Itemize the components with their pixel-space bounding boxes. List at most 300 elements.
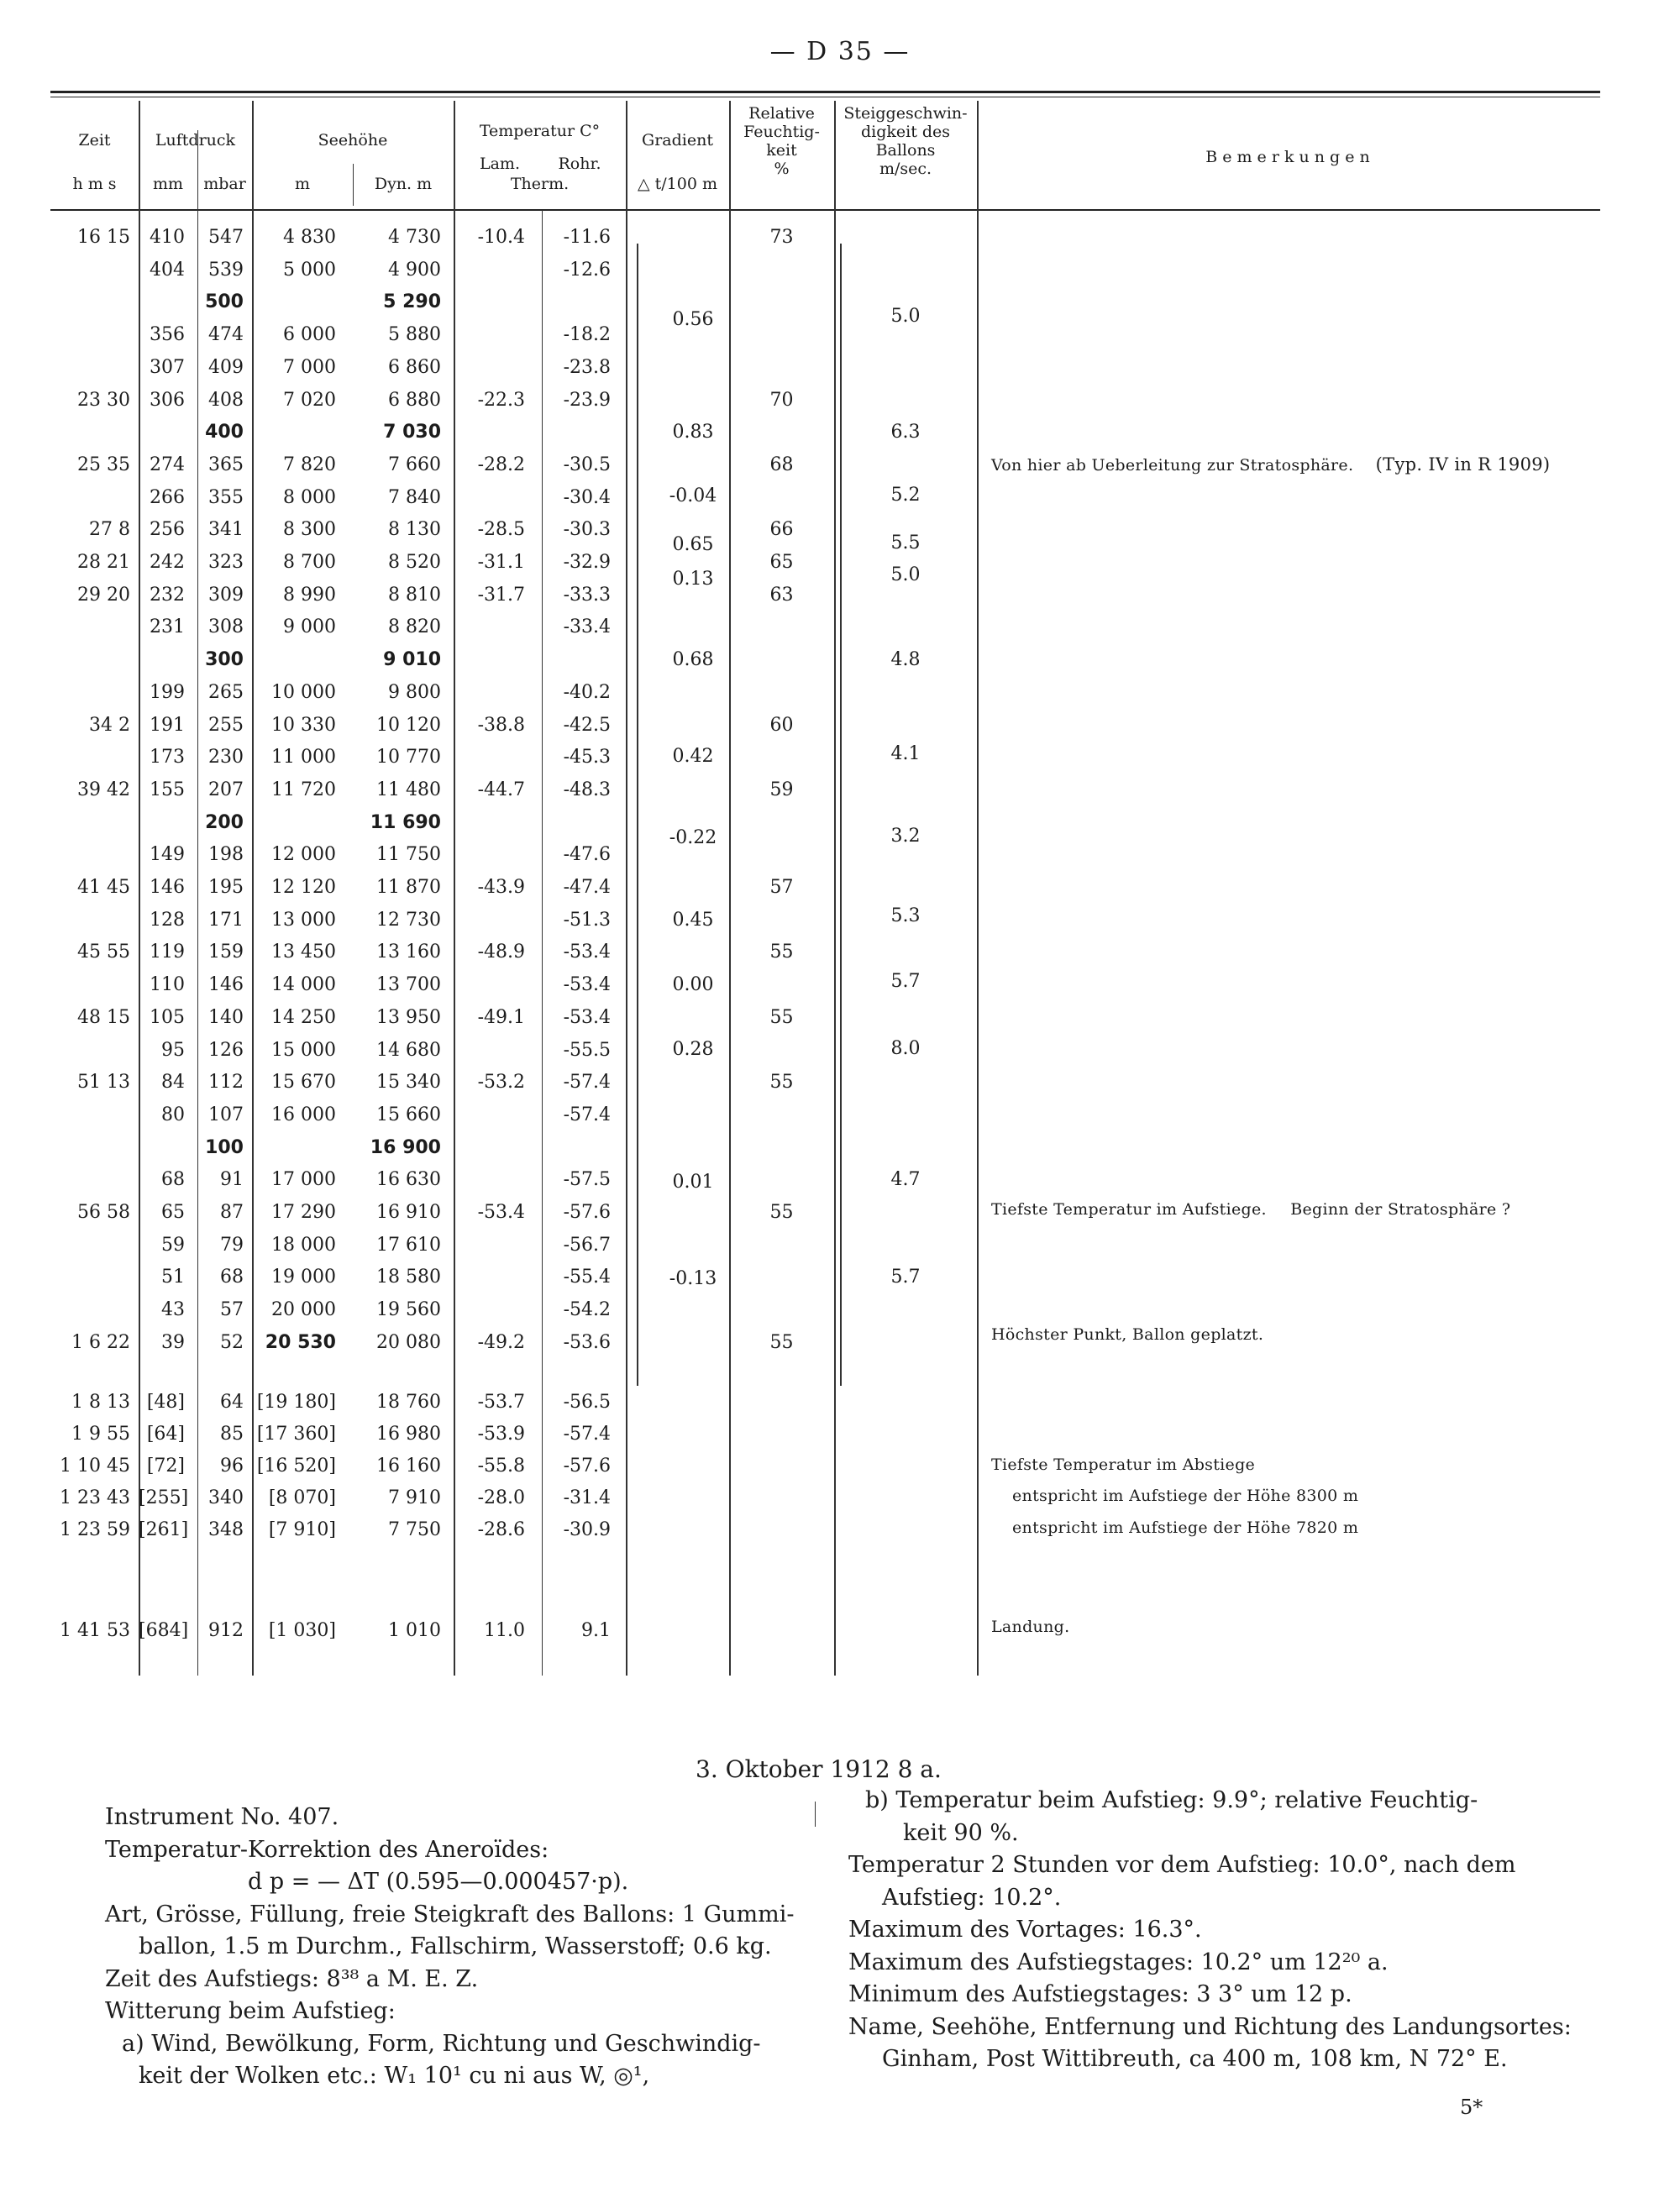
descent-cell-dyn: 18 760 bbox=[376, 1392, 441, 1413]
table-cell-zeit: 27 8 bbox=[89, 519, 130, 540]
speed-brace bbox=[840, 714, 847, 806]
table-cell-zeit: 56 58 bbox=[77, 1202, 130, 1223]
table-cell-dyn: 9 010 bbox=[383, 649, 441, 670]
table-cell-dyn: 5 290 bbox=[383, 291, 441, 312]
table-cell-mbar: 409 bbox=[208, 357, 244, 378]
table-cell-feucht: 63 bbox=[769, 585, 794, 606]
remark-lowest-descent: Tiefste Temperatur im Abstiege bbox=[991, 1456, 1256, 1474]
table-cell-mm: 51 bbox=[161, 1267, 185, 1288]
table-cell-feucht: 60 bbox=[769, 715, 794, 736]
table-cell-mbar: 198 bbox=[208, 844, 244, 865]
table-cell-mbar: 159 bbox=[208, 942, 244, 963]
table-cell-dyn: 11 480 bbox=[376, 779, 441, 800]
table-cell-mm: 404 bbox=[150, 260, 185, 281]
table-cell-rohr: -53.4 bbox=[563, 974, 611, 995]
descent-cell-rohr: -56.5 bbox=[563, 1392, 611, 1413]
table-cell-dyn: 7 840 bbox=[388, 487, 441, 508]
table-cell-rohr: -47.6 bbox=[563, 844, 611, 865]
table-cell-lam: -31.1 bbox=[477, 552, 525, 573]
table-cell-mbar: 265 bbox=[208, 682, 244, 703]
gradient-brace bbox=[637, 1310, 643, 1386]
gradient-value: 0.00 bbox=[672, 974, 714, 995]
table-cell-m: 20 530 bbox=[265, 1332, 336, 1353]
table-cell-dyn: 18 580 bbox=[376, 1267, 441, 1288]
landing-cell-rohr: 9.1 bbox=[581, 1620, 611, 1641]
table-cell-m: 17 000 bbox=[271, 1169, 336, 1190]
table-cell-mm: 410 bbox=[150, 227, 185, 248]
speed-value: 4.1 bbox=[890, 743, 921, 764]
gradient-brace bbox=[637, 605, 643, 714]
table-cell-mm: 242 bbox=[150, 552, 185, 573]
descent-cell-mbar: 64 bbox=[220, 1392, 244, 1413]
descent-cell-m: [19 180] bbox=[256, 1392, 336, 1413]
table-cell-mm: 95 bbox=[161, 1040, 185, 1061]
header-mm: mm bbox=[152, 175, 184, 193]
header-steiggeschwindigkeit bbox=[834, 104, 977, 178]
gradient-value: 0.13 bbox=[672, 569, 714, 590]
table-cell-mm: 356 bbox=[150, 324, 185, 345]
table-cell-m: 7 000 bbox=[283, 357, 336, 378]
table-cell-zeit: 39 42 bbox=[77, 779, 130, 800]
table-cell-mbar: 355 bbox=[208, 487, 244, 508]
gradient-brace bbox=[637, 521, 643, 605]
table-cell-mm: 199 bbox=[150, 682, 185, 703]
gradient-brace bbox=[637, 974, 643, 1041]
table-cell-m: 12 120 bbox=[271, 877, 336, 898]
col-rule bbox=[977, 101, 979, 1676]
descent-cell-mbar: 348 bbox=[208, 1519, 244, 1540]
descent-cell-dyn: 7 750 bbox=[388, 1519, 441, 1540]
table-cell-zeit: 28 21 bbox=[77, 552, 130, 573]
table-cell-rohr: -51.3 bbox=[563, 910, 611, 931]
page-header: — D 35 — bbox=[769, 37, 911, 66]
table-cell-lam: -31.7 bbox=[477, 585, 525, 606]
right-metadata bbox=[848, 1785, 1572, 2076]
table-cell-mbar: 112 bbox=[208, 1072, 244, 1093]
table-cell-m: 8 700 bbox=[283, 552, 336, 573]
table-cell-rohr: -23.8 bbox=[563, 357, 611, 378]
table-cell-zeit: 16 15 bbox=[77, 227, 130, 248]
table-cell-lam: -48.9 bbox=[477, 942, 525, 963]
gradient-brace bbox=[637, 244, 643, 420]
landing-cell-mm: [684] bbox=[139, 1620, 189, 1641]
table-cell-m: 14 000 bbox=[271, 974, 336, 995]
table-cell-zeit: 48 15 bbox=[77, 1007, 130, 1028]
speed-value: 3.2 bbox=[890, 826, 921, 847]
gradient-value: 0.68 bbox=[672, 649, 714, 670]
speed-brace bbox=[840, 1041, 847, 1117]
table-cell-rohr: -33.3 bbox=[563, 585, 611, 606]
header-feuchtigkeit-unit: % bbox=[774, 160, 790, 178]
table-cell-mbar: 255 bbox=[208, 715, 244, 736]
descent-cell-mm: [48] bbox=[146, 1392, 185, 1413]
descent-cell-m: [8 070] bbox=[268, 1487, 336, 1508]
table-cell-mm: 128 bbox=[150, 910, 185, 931]
descent-cell-rohr: -57.6 bbox=[563, 1456, 611, 1477]
speed-value: 8.0 bbox=[890, 1038, 921, 1059]
landung-line-1: Name, Seehöhe, Entfernung und Richtung des Landungsortes: bbox=[848, 2013, 1572, 2040]
table-cell-dyn: 13 700 bbox=[376, 974, 441, 995]
table-cell-dyn: 6 860 bbox=[388, 357, 441, 378]
table-cell-mm: 119 bbox=[150, 942, 185, 963]
table-cell-feucht: 55 bbox=[769, 1072, 794, 1093]
table-cell-dyn: 6 880 bbox=[388, 390, 441, 411]
table-cell-rohr: -53.4 bbox=[563, 1007, 611, 1028]
gradient-value: 0.45 bbox=[672, 910, 714, 931]
header-therm: Therm. bbox=[510, 175, 570, 193]
remark-corresponds-7820: entspricht im Aufstiege der Höhe 7820 m bbox=[1012, 1518, 1359, 1537]
table-cell-m: 8 990 bbox=[283, 585, 336, 606]
gradient-brace bbox=[637, 403, 643, 479]
header-temperatur: Temperatur C° bbox=[479, 122, 601, 140]
table-cell-mbar: 146 bbox=[208, 974, 244, 995]
header-feuchtigkeit-1: Relative bbox=[748, 104, 815, 123]
descent-cell-mbar: 96 bbox=[220, 1456, 244, 1477]
table-cell-rohr: -42.5 bbox=[563, 715, 611, 736]
remark-corresponds-8300: entspricht im Aufstiege der Höhe 8300 m bbox=[1012, 1487, 1359, 1505]
table-cell-dyn: 13 160 bbox=[376, 942, 441, 963]
descent-cell-mbar: 340 bbox=[208, 1487, 244, 1508]
header-steig-1: Steiggeschwin- bbox=[843, 104, 968, 123]
table-cell-mbar: 79 bbox=[220, 1235, 244, 1256]
table-cell-mbar: 474 bbox=[208, 324, 244, 345]
speed-value: 5.3 bbox=[890, 905, 921, 926]
landing-cell-lam: 11.0 bbox=[484, 1620, 525, 1641]
table-cell-dyn: 16 630 bbox=[376, 1169, 441, 1190]
descent-cell-zeit: 1 10 45 bbox=[60, 1456, 130, 1477]
table-cell-feucht: 55 bbox=[769, 1007, 794, 1028]
table-cell-mbar: 341 bbox=[208, 519, 244, 540]
table-cell-mm: 173 bbox=[150, 747, 185, 768]
gradient-value: 0.01 bbox=[672, 1172, 714, 1193]
speed-value: 5.7 bbox=[890, 971, 921, 992]
table-cell-mbar: 547 bbox=[208, 227, 244, 248]
descent-cell-zeit: 1 9 55 bbox=[71, 1424, 130, 1445]
landung-line-2: Ginham, Post Wittibreuth, ca 400 m, 108 km, N 72° E. bbox=[882, 2046, 1508, 2072]
table-cell-dyn: 11 750 bbox=[376, 844, 441, 865]
table-cell-lam: -10.4 bbox=[477, 227, 525, 248]
table-cell-rohr: -47.4 bbox=[563, 877, 611, 898]
table-cell-dyn: 17 610 bbox=[376, 1235, 441, 1256]
table-cell-mbar: 195 bbox=[208, 877, 244, 898]
gradient-value: -0.13 bbox=[669, 1268, 717, 1289]
table-cell-m: 6 000 bbox=[283, 324, 336, 345]
table-cell-dyn: 9 800 bbox=[388, 682, 441, 703]
wind-line-1: a) Wind, Bewölkung, Form, Richtung und Geschwindig- bbox=[122, 2030, 761, 2057]
table-cell-mm: 155 bbox=[150, 779, 185, 800]
table-cell-feucht: 55 bbox=[769, 942, 794, 963]
wind-line-2: keit der Wolken etc.: W₁ 10¹ cu ni aus W, ◎¹, bbox=[139, 2063, 650, 2089]
descent-cell-mbar: 85 bbox=[220, 1424, 244, 1445]
speed-brace bbox=[840, 605, 847, 714]
table-cell-rohr: -57.4 bbox=[563, 1072, 611, 1093]
gradient-value: -0.22 bbox=[669, 827, 717, 848]
table-cell-mbar: 140 bbox=[208, 1007, 244, 1028]
table-cell-m: 13 000 bbox=[271, 910, 336, 931]
table-cell-m: 4 830 bbox=[283, 227, 336, 248]
header-feuchtigkeit-3: keit bbox=[766, 141, 797, 160]
table-cell-m: 14 250 bbox=[271, 1007, 336, 1028]
descent-cell-lam: -55.8 bbox=[477, 1456, 525, 1477]
table-cell-mbar: 207 bbox=[208, 779, 244, 800]
table-cell-feucht: 57 bbox=[769, 877, 794, 898]
remark-lowest-ascent-text: Tiefste Temperatur im Aufstiege. bbox=[991, 1200, 1267, 1219]
table-cell-mm: 307 bbox=[150, 357, 185, 378]
table-cell-lam: -49.2 bbox=[477, 1332, 525, 1353]
table-cell-zeit: 34 2 bbox=[89, 715, 130, 736]
table-cell-mm: 80 bbox=[161, 1104, 185, 1125]
speed-value: 4.8 bbox=[890, 649, 921, 670]
table-cell-zeit: 23 30 bbox=[77, 390, 130, 411]
table-cell-dyn: 8 130 bbox=[388, 519, 441, 540]
table-cell-mbar: 52 bbox=[220, 1332, 244, 1353]
table-cell-m: 19 000 bbox=[271, 1267, 336, 1288]
table-cell-rohr: -30.4 bbox=[563, 487, 611, 508]
descent-cell-zeit: 1 8 13 bbox=[71, 1392, 130, 1413]
table-cell-dyn: 7 030 bbox=[383, 422, 441, 443]
table-cell-m: 13 450 bbox=[271, 942, 336, 963]
descent-cell-mm: [64] bbox=[146, 1424, 185, 1445]
table-cell-mm: 146 bbox=[150, 877, 185, 898]
table-cell-zeit: 51 13 bbox=[77, 1072, 130, 1093]
table-cell-mm: 105 bbox=[150, 1007, 185, 1028]
table-cell-rohr: -45.3 bbox=[563, 747, 611, 768]
table-cell-dyn: 4 730 bbox=[388, 227, 441, 248]
text-column-rule bbox=[815, 1802, 816, 1827]
table-cell-dyn: 8 820 bbox=[388, 616, 441, 637]
table-cell-mm: 68 bbox=[161, 1169, 185, 1190]
descent-cell-dyn: 16 980 bbox=[376, 1424, 441, 1445]
speed-value: 5.7 bbox=[890, 1267, 921, 1288]
table-cell-rohr: -53.4 bbox=[563, 942, 611, 963]
table-cell-m: 7 820 bbox=[283, 454, 336, 475]
table-cell-m: 10 330 bbox=[271, 715, 336, 736]
table-cell-m: 17 290 bbox=[271, 1202, 336, 1223]
table-cell-dyn: 15 340 bbox=[376, 1072, 441, 1093]
zeit-line: Zeit des Aufstiegs: 8³⁸ a M. E. Z. bbox=[105, 1965, 479, 1992]
col-rule bbox=[834, 101, 836, 1676]
speed-brace bbox=[840, 475, 847, 525]
table-cell-rohr: -48.3 bbox=[563, 779, 611, 800]
table-cell-dyn: 7 660 bbox=[388, 454, 441, 475]
table-cell-m: 11 000 bbox=[271, 747, 336, 768]
table-cell-dyn: 16 910 bbox=[376, 1202, 441, 1223]
gradient-brace bbox=[637, 890, 643, 974]
table-cell-mm: 149 bbox=[150, 844, 185, 865]
table-cell-mbar: 308 bbox=[208, 616, 244, 637]
descent-cell-lam: -28.0 bbox=[477, 1487, 525, 1508]
table-cell-feucht: 65 bbox=[769, 552, 794, 573]
table-cell-rohr: -30.3 bbox=[563, 519, 611, 540]
table-cell-m: 10 000 bbox=[271, 682, 336, 703]
descent-cell-zeit: 1 23 43 bbox=[60, 1487, 130, 1508]
table-cell-mbar: 126 bbox=[208, 1040, 244, 1061]
table-cell-mm: 191 bbox=[150, 715, 185, 736]
header-rohr: Rohr. bbox=[558, 155, 601, 173]
gradient-value: -0.04 bbox=[669, 485, 717, 506]
speed-value: 5.0 bbox=[890, 564, 921, 585]
speed-brace bbox=[840, 403, 847, 479]
gradient-value: 0.42 bbox=[672, 746, 714, 767]
gradient-value: 0.65 bbox=[672, 534, 714, 555]
table-cell-m: 15 000 bbox=[271, 1040, 336, 1061]
descent-cell-rohr: -57.4 bbox=[563, 1424, 611, 1445]
table-cell-dyn: 11 870 bbox=[376, 877, 441, 898]
descent-cell-dyn: 16 160 bbox=[376, 1456, 441, 1477]
left-metadata bbox=[105, 1802, 795, 2093]
header-mbar: mbar bbox=[203, 175, 246, 193]
table-cell-dyn: 19 560 bbox=[376, 1299, 441, 1320]
speed-value: 5.5 bbox=[890, 532, 921, 553]
table-cell-mbar: 171 bbox=[208, 910, 244, 931]
table-cell-zeit: 45 55 bbox=[77, 942, 130, 963]
table-cell-m: 15 670 bbox=[271, 1072, 336, 1093]
table-cell-m: 18 000 bbox=[271, 1235, 336, 1256]
table-cell-mm: 43 bbox=[161, 1299, 185, 1320]
landing-cell-zeit: 1 41 53 bbox=[60, 1620, 130, 1641]
table-cell-dyn: 13 950 bbox=[376, 1007, 441, 1028]
header-gradient-unit: △ t/100 m bbox=[637, 175, 717, 193]
table-cell-rohr: -40.2 bbox=[563, 682, 611, 703]
instrument-line: Instrument No. 407. bbox=[105, 1804, 339, 1830]
korrektion-line: Temperatur-Korrektion des Aneroïdes: bbox=[105, 1836, 549, 1863]
header-zeit: Zeit bbox=[78, 131, 111, 149]
table-cell-feucht: 59 bbox=[769, 779, 794, 800]
table-cell-mm: 231 bbox=[150, 616, 185, 637]
header-dyn-m: Dyn. m bbox=[374, 175, 433, 193]
gradient-brace bbox=[637, 475, 643, 525]
table-cell-feucht: 70 bbox=[769, 390, 794, 411]
table-cell-mm: 232 bbox=[150, 585, 185, 606]
descent-cell-m: [16 520] bbox=[256, 1456, 336, 1477]
table-cell-mbar: 100 bbox=[205, 1137, 244, 1158]
table-cell-m: 16 000 bbox=[271, 1104, 336, 1125]
table-cell-rohr: -12.6 bbox=[563, 260, 611, 281]
gradient-brace bbox=[637, 1041, 643, 1117]
table-cell-lam: -38.8 bbox=[477, 715, 525, 736]
header-bottom-rule bbox=[50, 209, 1600, 211]
speed-brace bbox=[840, 974, 847, 1041]
header-luftdruck: Luftdruck bbox=[155, 131, 236, 149]
table-cell-zeit: 29 20 bbox=[77, 585, 130, 606]
header-feuchtigkeit bbox=[729, 104, 834, 178]
landing-cell-m: [1 030] bbox=[268, 1620, 336, 1641]
table-cell-mbar: 539 bbox=[208, 260, 244, 281]
date-line: 3. Oktober 1912 8 a. bbox=[696, 1755, 942, 1783]
descent-cell-mm: [261] bbox=[139, 1519, 189, 1540]
header-steig-unit: m/sec. bbox=[879, 160, 932, 178]
remark-stratosphere-transition bbox=[991, 454, 1550, 475]
table-cell-mbar: 91 bbox=[220, 1169, 244, 1190]
remark-landing: Landung. bbox=[991, 1618, 1070, 1636]
descent-cell-m: [17 360] bbox=[256, 1424, 336, 1445]
table-cell-rohr: -57.5 bbox=[563, 1169, 611, 1190]
table-cell-mbar: 200 bbox=[205, 812, 244, 833]
max-aufstieg-line: Maximum des Aufstiegstages: 10.2° um 12²⁰ a. bbox=[848, 1949, 1389, 1975]
speed-brace bbox=[840, 1117, 847, 1310]
table-cell-feucht: 68 bbox=[769, 454, 794, 475]
gradient-brace bbox=[637, 806, 643, 890]
table-cell-feucht: 66 bbox=[769, 519, 794, 540]
table-cell-lam: -53.2 bbox=[477, 1072, 525, 1093]
ballon-line-1: Art, Grösse, Füllung, freie Steigkraft des Ballons: 1 Gummi- bbox=[105, 1901, 795, 1928]
page-footer: 5* bbox=[1460, 2095, 1483, 2119]
descent-cell-mm: [72] bbox=[146, 1456, 185, 1477]
landing-cell-mbar: 912 bbox=[208, 1620, 244, 1641]
table-cell-mm: 274 bbox=[150, 454, 185, 475]
table-cell-lam: -49.1 bbox=[477, 1007, 525, 1028]
gradient-value: 0.83 bbox=[672, 422, 714, 443]
temp2h-line-1: Temperatur 2 Stunden vor dem Aufstieg: 10.0°, nach dem bbox=[848, 1852, 1516, 1878]
col-rule bbox=[626, 101, 627, 1676]
landing-cell-dyn: 1 010 bbox=[388, 1620, 441, 1641]
table-cell-m: 5 000 bbox=[283, 260, 336, 281]
table-cell-dyn: 20 080 bbox=[376, 1332, 441, 1353]
table-cell-dyn: 4 900 bbox=[388, 260, 441, 281]
descent-cell-lam: -28.6 bbox=[477, 1519, 525, 1540]
table-cell-dyn: 8 810 bbox=[388, 585, 441, 606]
table-cell-lam: -22.3 bbox=[477, 390, 525, 411]
formula-line: d p = — ΔT (0.595—0.000457·p). bbox=[248, 1869, 629, 1895]
table-cell-mm: 266 bbox=[150, 487, 185, 508]
table-cell-m: 20 000 bbox=[271, 1299, 336, 1320]
descent-cell-zeit: 1 23 59 bbox=[60, 1519, 130, 1540]
table-cell-mbar: 500 bbox=[205, 291, 244, 312]
table-cell-feucht: 55 bbox=[769, 1332, 794, 1353]
table-cell-rohr: -53.6 bbox=[563, 1332, 611, 1353]
table-cell-mbar: 323 bbox=[208, 552, 244, 573]
descent-cell-rohr: -31.4 bbox=[563, 1487, 611, 1508]
table-cell-mbar: 408 bbox=[208, 390, 244, 411]
table-cell-dyn: 10 120 bbox=[376, 715, 441, 736]
table-cell-lam: -28.5 bbox=[477, 519, 525, 540]
table-cell-dyn: 10 770 bbox=[376, 747, 441, 768]
descent-cell-mm: [255] bbox=[139, 1487, 189, 1508]
speed-brace bbox=[840, 806, 847, 890]
table-cell-rohr: -32.9 bbox=[563, 552, 611, 573]
table-cell-mm: 306 bbox=[150, 390, 185, 411]
table-cell-dyn: 5 880 bbox=[388, 324, 441, 345]
table-cell-rohr: -55.5 bbox=[563, 1040, 611, 1061]
table-cell-mbar: 68 bbox=[220, 1267, 244, 1288]
header-seehoehe: Seehöhe bbox=[318, 131, 388, 149]
descent-cell-lam: -53.9 bbox=[477, 1424, 525, 1445]
table-cell-mbar: 300 bbox=[205, 649, 244, 670]
table-cell-mbar: 57 bbox=[220, 1299, 244, 1320]
header-lam: Lam. bbox=[479, 155, 520, 173]
table-cell-dyn: 16 900 bbox=[370, 1137, 441, 1158]
gradient-brace bbox=[637, 1117, 643, 1310]
table-cell-mm: 110 bbox=[150, 974, 185, 995]
remark-transition-text: Von hier ab Ueberleitung zur Stratosphäre. bbox=[991, 456, 1354, 475]
table-cell-zeit: 1 6 22 bbox=[71, 1332, 130, 1353]
table-cell-rohr: -55.4 bbox=[563, 1267, 611, 1288]
speed-brace bbox=[840, 890, 847, 974]
speed-value: 5.2 bbox=[890, 485, 921, 506]
table-cell-rohr: -56.7 bbox=[563, 1235, 611, 1256]
witterung-line: Witterung beim Aufstieg: bbox=[105, 1998, 396, 2024]
table-cell-m: 11 720 bbox=[271, 779, 336, 800]
table-cell-mbar: 107 bbox=[208, 1104, 244, 1125]
table-cell-mm: 59 bbox=[161, 1235, 185, 1256]
table-cell-rohr: -57.6 bbox=[563, 1202, 611, 1223]
table-cell-zeit: 41 45 bbox=[77, 877, 130, 898]
table-cell-m: 8 000 bbox=[283, 487, 336, 508]
descent-cell-dyn: 7 910 bbox=[388, 1487, 441, 1508]
table-cell-lam: -44.7 bbox=[477, 779, 525, 800]
table-cell-zeit: 25 35 bbox=[77, 454, 130, 475]
table-cell-lam: -28.2 bbox=[477, 454, 525, 475]
